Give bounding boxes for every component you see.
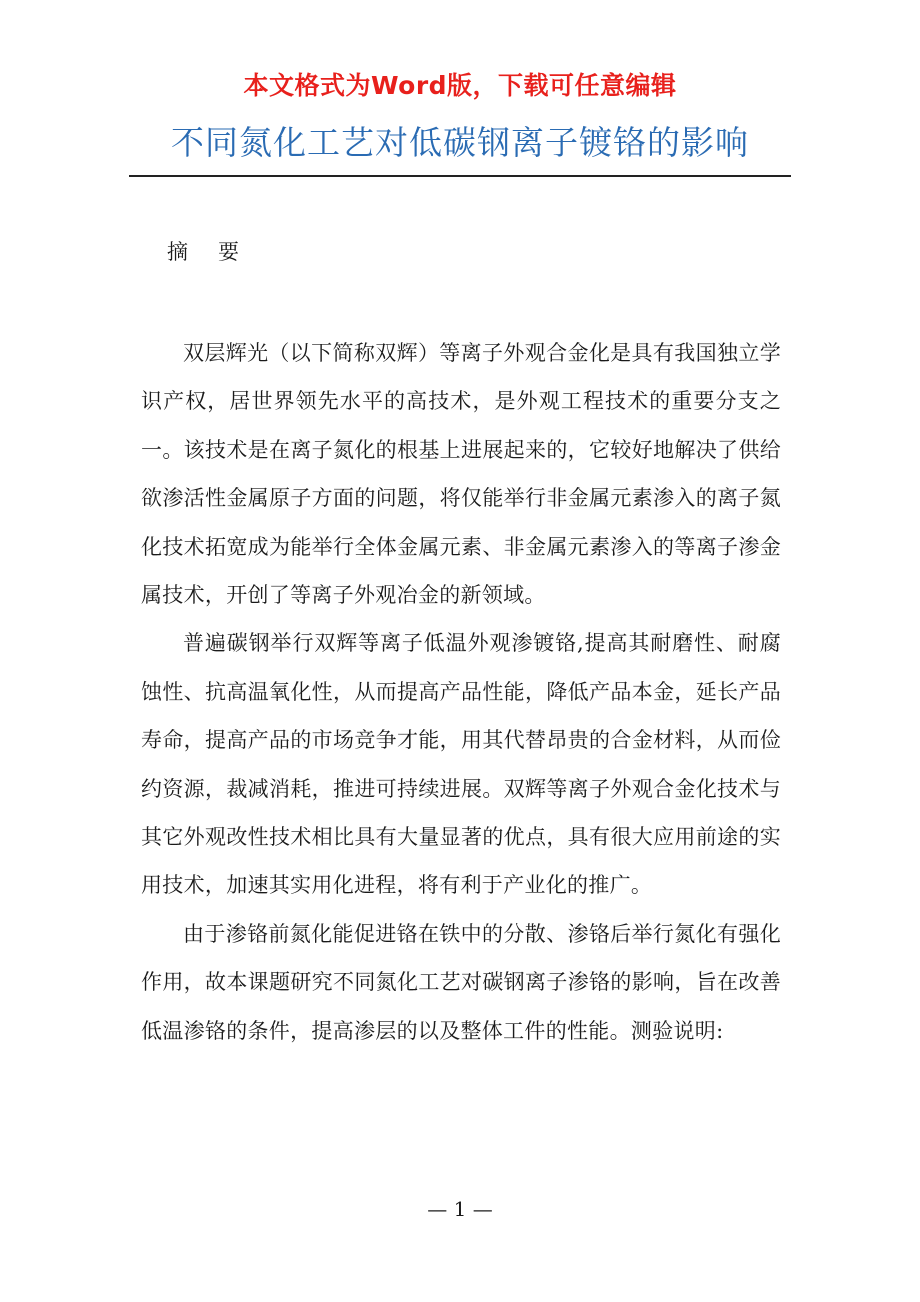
paragraph: 双层辉光（以下简称双辉）等离子外观合金化是具有我国独立学识产权，居世界领先水平的高技术，是外观工程技术的重要分支之一。该技术是在离子氮化的根基上进展起来的，它较好地解决了供给欲渗活性金属原子方面的问题，将仅能举行非金属元素渗入的离子氮化技术拓宽成为能举行全体金属元素、非金属元素渗入的等离子渗金属技术，开创了等离子外观冶金的新领域。 [141,341,781,608]
paragraph: 普遍碳钢举行双辉等离子低温外观渗镀铬,提高其耐磨性、耐腐蚀性、抗高温氧化性，从而提高产品性能，降低产品本金，延长产品寿命，提高产品的市场竞争才能，用其代替昂贵的合金材料，从而俭约资源，裁减消耗，推进可持续进展。双辉等离子外观合金化技术与其它外观改性技术相比具有大量显著的优点，具有很大应用前途的实用技术，加速其实用化进程，将有利于产业化的推广。 [141,631,781,898]
document-title: 不同氮化工艺对低碳钢离子镀铬的影响 [171,123,749,162]
abstract-heading: 摘要 [167,240,269,264]
abstract-body [141,329,781,1055]
page-number: — 1 — [427,1197,493,1221]
paragraph: 由于渗铬前氮化能促进铬在铁中的分散、渗铬后举行氮化有强化作用，故本课题研究不同氮化工艺对碳钢离子渗铬的影响，旨在改善低温渗铬的条件，提高渗层的以及整体工件的性能。测验说明: [141,921,781,1043]
editable-notice-banner: 本文格式为Word版，下载可任意编辑 [243,71,677,100]
title-divider [129,175,791,177]
